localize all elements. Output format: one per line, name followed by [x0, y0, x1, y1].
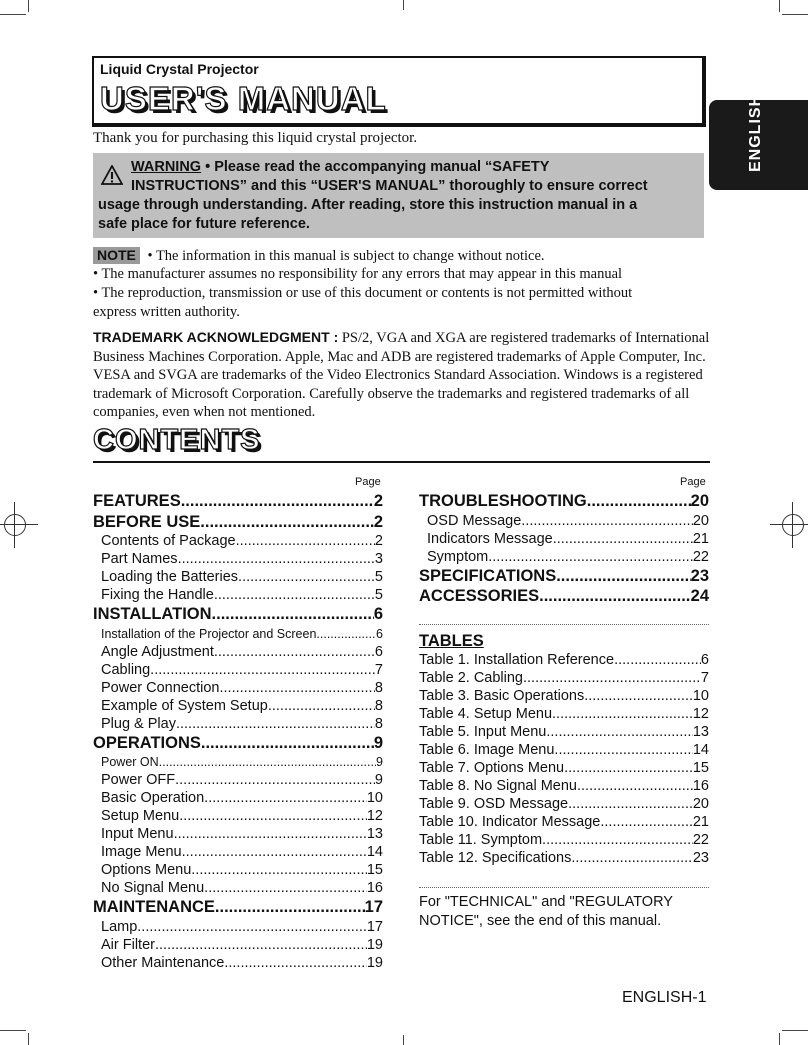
toc-entry: [101, 807, 383, 825]
toc-leader-dots: [204, 879, 367, 897]
toc-entry-label: Lamp: [101, 918, 138, 935]
toc-leader-dots: [488, 548, 693, 566]
toc-entry-page: 6: [374, 643, 383, 660]
toc-entry: [101, 697, 383, 715]
warning-triangle-icon: [101, 165, 123, 185]
toc-entry: [101, 568, 383, 586]
toc-entry-label: Table 12. Specifications: [419, 850, 572, 866]
toc-entry-label: Table 9. OSD Message: [419, 796, 569, 812]
toc-leader-dots: [179, 807, 367, 825]
toc-entry: [101, 918, 383, 936]
toc-leader-dots: [236, 532, 375, 550]
language-tab-label: ENGLISH: [747, 93, 764, 172]
toc-entry-page: 16: [692, 778, 709, 794]
toc-entry-page: 5: [374, 569, 383, 585]
dotted-separator: [419, 887, 709, 888]
toc-leader-dots: [155, 936, 367, 954]
toc-entry-page: 9: [373, 733, 383, 752]
toc-entry-label: Installation of the Projector and Screen: [101, 626, 317, 641]
toc-entry-page: 9: [376, 755, 383, 769]
toc-entry-page: 21: [692, 530, 709, 547]
toc-entry-page: 7: [374, 661, 383, 678]
toc-entry: [101, 936, 383, 954]
language-tab: [709, 93, 808, 190]
toc-entry-page: 23: [690, 566, 709, 585]
toc-leader-dots: [182, 843, 367, 861]
toc-entry-page: 23: [692, 850, 709, 866]
toc-entry-page: 22: [692, 832, 709, 848]
toc-leader-dots: [584, 687, 693, 705]
toc-entry-label: INSTALLATION: [93, 605, 212, 623]
toc-entry-page: 7: [700, 670, 709, 686]
toc-entry-label: SPECIFICATIONS: [419, 566, 557, 585]
toc-entry: [101, 679, 383, 697]
toc-entry: [427, 530, 709, 548]
toc-leader-dots: [521, 512, 693, 530]
toc-entry-label: Power Connection: [101, 679, 220, 696]
note-line: express written authority.: [93, 304, 240, 320]
toc-entry: [419, 687, 709, 705]
toc-leader-dots: [268, 697, 375, 715]
crop-mark: [403, 0, 404, 10]
document-subtitle: Liquid Crystal Projector: [100, 61, 259, 77]
toc-entry-label: Example of System Setup: [101, 697, 268, 714]
toc-leader-dots: [224, 954, 367, 972]
toc-entry: [419, 669, 709, 687]
toc-section-entry: [93, 897, 383, 917]
toc-entry: [101, 715, 383, 733]
note-line: [93, 247, 545, 265]
contents-title: CONTENTS: [93, 424, 261, 456]
toc-entry-label: Options Menu: [101, 862, 192, 878]
toc-leader-dots: [564, 759, 693, 777]
toc-entry: [427, 512, 709, 530]
toc-leader-dots: [553, 530, 693, 548]
toc-entry-label: No Signal Menu: [101, 880, 205, 896]
toc-entry-page: 2: [374, 533, 383, 549]
toc-entry-page: 2: [373, 492, 383, 510]
toc-section-entry: [93, 733, 383, 753]
toc-leader-dots: [554, 741, 692, 759]
toc-entry-page: 12: [692, 706, 709, 722]
toc-leader-dots: [542, 831, 693, 849]
toc-entry-label: Cabling: [101, 661, 151, 678]
toc-entry-page: 14: [366, 844, 383, 860]
toc-leader-dots: [316, 625, 376, 643]
note-line: • The manufacturer assumes no responsibility for any errors that may appear in this manual: [93, 266, 623, 282]
crop-mark: [782, 1030, 808, 1031]
toc-entry-label: Table 7. Options Menu: [419, 760, 565, 776]
toc-entry: [101, 550, 383, 568]
toc-leader-dots: [191, 861, 367, 879]
crop-mark: [779, 0, 780, 12]
toc-entry-page: 13: [366, 826, 383, 842]
toc-entry-label: Fixing the Handle: [101, 587, 214, 603]
footer-note-line: For "TECHNICAL" and "REGULATORY: [419, 894, 673, 910]
toc-entry-label: Power OFF: [101, 772, 176, 788]
toc-entry-label: Table 11. Symptom: [419, 832, 543, 848]
toc-entry-page: 17: [364, 898, 383, 916]
toc-leader-dots: [137, 918, 367, 936]
warning-label: WARNING: [131, 159, 202, 175]
toc-section-entry: [93, 512, 383, 532]
toc-entry-label: Part Names: [101, 551, 178, 567]
crop-mark: [28, 1033, 29, 1045]
toc-leader-dots: [175, 771, 375, 789]
toc-entry-label: Basic Operation: [101, 790, 205, 806]
toc-entry-label: ACCESSORIES: [419, 587, 540, 605]
toc-leader-dots: [159, 753, 376, 771]
warning-text: • Please read the accompanying manual “SAFETY: [201, 159, 550, 175]
toc-entry-label: MAINTENANCE: [93, 898, 215, 916]
crop-mark: [0, 14, 26, 15]
warning-box: [93, 153, 704, 238]
note-label: NOTE: [93, 247, 140, 264]
toc-entry: [427, 548, 709, 566]
toc-entry: [419, 741, 709, 759]
toc-entry: [101, 771, 383, 789]
trademark-paragraph: [93, 328, 713, 422]
toc-leader-dots: [150, 661, 375, 679]
toc-entry: [419, 831, 709, 849]
toc-entry: [419, 651, 709, 669]
toc-entry: [101, 789, 383, 807]
toc-section-entry: [419, 491, 709, 511]
toc-entry-page: 21: [692, 814, 709, 830]
crop-mark: [28, 0, 29, 12]
toc-entry-label: Indicators Message: [427, 530, 553, 547]
toc-leader-dots: [571, 849, 693, 867]
toc-entry: [419, 849, 709, 867]
crop-mark: [0, 1030, 26, 1031]
toc-entry-label: TROUBLESHOOTING: [419, 492, 587, 510]
registration-mark-right: [770, 502, 808, 548]
trademark-text: PS/2, VGA and XGA are registered trademarks of International Business Machines Corporation. Apple, Mac and ADB are registered trademarks of Apple Computer, Inc. VESA and SVGA are trademarks of the Video Electronics Standard Association. Windows is a registered trademark of Microsoft Corporation. Carefully observe the trademarks and registered trademarks of all companies, even when not mentioned.: [93, 330, 710, 420]
crop-mark: [403, 1035, 404, 1045]
toc-section-entry: [419, 586, 709, 606]
dotted-separator: [419, 624, 709, 625]
toc-entry-page: 8: [374, 697, 383, 714]
toc-section-entry: [419, 566, 709, 586]
toc-entry-page: 17: [366, 918, 383, 935]
toc-entry-label: Symptom: [427, 548, 489, 565]
toc-entry-label: Table 2. Cabling: [419, 670, 523, 686]
warning-line: safe place for future reference.: [98, 216, 310, 232]
toc-entry-page: 10: [366, 790, 383, 806]
toc-leader-dots: [215, 897, 365, 917]
toc-entry-label: Table 10. Indicator Message: [419, 814, 601, 830]
toc-entry-page: 9: [374, 772, 383, 788]
toc-entry-page: 15: [366, 862, 383, 878]
page-number: ENGLISH-1: [622, 989, 707, 1006]
toc-entry-page: 12: [366, 808, 383, 824]
toc-entry: [419, 723, 709, 741]
toc-entry: [101, 879, 383, 897]
toc-entry: [101, 861, 383, 879]
toc-entry-label: Other Maintenance: [101, 954, 225, 971]
toc-entry-label: Loading the Batteries: [101, 569, 239, 585]
toc-leader-dots: [556, 566, 690, 586]
toc-entry-label: Table 5. Input Menu: [419, 724, 547, 740]
toc-entry-page: 2: [373, 512, 383, 531]
note-line: • The reproduction, transmission or use of this document or contents is not permitted without: [93, 285, 633, 301]
document-title: USER'S MANUAL: [100, 80, 387, 117]
toc-entry-label: Table 8. No Signal Menu: [419, 778, 577, 794]
toc-leader-dots: [523, 669, 701, 687]
crop-mark: [779, 1033, 780, 1045]
toc-leader-dots: [238, 568, 375, 586]
toc-entry-label: Air Filter: [101, 936, 155, 953]
toc-entry-page: 20: [692, 796, 709, 812]
toc-entry-label: Table 3. Basic Operations: [419, 688, 585, 704]
toc-entry-page: 20: [692, 512, 709, 529]
toc-entry-page: 14: [692, 742, 709, 758]
toc-entry-page: 3: [374, 551, 383, 567]
toc-leader-dots: [214, 586, 375, 604]
toc-entry-page: 24: [690, 587, 709, 605]
toc-leader-dots: [552, 705, 693, 723]
toc-leader-dots: [204, 789, 367, 807]
toc-leader-dots: [600, 813, 693, 831]
toc-entry-page: 5: [374, 587, 383, 603]
toc-entry-page: 10: [692, 688, 709, 704]
toc-entry-page: 19: [366, 936, 383, 953]
toc-entry: [101, 643, 383, 661]
toc-entry-label: Image Menu: [101, 844, 182, 860]
footer-note: [419, 893, 673, 931]
toc-entry-label: Contents of Package: [101, 533, 236, 549]
contents-rule: [93, 461, 710, 463]
toc-section-entry: [93, 491, 383, 511]
note-text: • The information in this manual is subject to change without notice.: [143, 248, 545, 264]
toc-entry: [101, 843, 383, 861]
toc-leader-dots: [212, 604, 374, 624]
toc-entry-page: 13: [692, 724, 709, 740]
warning-line: [131, 159, 549, 175]
toc-entry-page: 8: [374, 715, 383, 732]
toc-leader-dots: [577, 777, 693, 795]
toc-leader-dots: [176, 715, 375, 733]
toc-entry: [419, 795, 709, 813]
toc-entry-page: 16: [366, 880, 383, 896]
toc-entry: [101, 661, 383, 679]
toc-entry-page: 6: [700, 652, 709, 668]
toc-entry-label: Table 4. Setup Menu: [419, 706, 553, 722]
page-column-header: Page: [355, 476, 381, 488]
toc-entry-label: Table 1. Installation Reference: [419, 652, 615, 668]
toc-leader-dots: [614, 651, 701, 669]
toc-entry-page: 19: [366, 954, 383, 971]
toc-entry-label: Plug & Play: [101, 715, 176, 732]
toc-entry: [101, 625, 383, 643]
toc-entry-label: OPERATIONS: [93, 733, 201, 752]
toc-entry-label: Power ON: [101, 755, 159, 769]
footer-note-line: NOTICE", see the end of this manual.: [419, 913, 662, 929]
title-box: [92, 56, 706, 127]
toc-entry-label: Table 6. Image Menu: [419, 742, 555, 758]
toc-leader-dots: [587, 491, 691, 511]
toc-entry: [419, 759, 709, 777]
toc-entry: [419, 813, 709, 831]
toc-leader-dots: [214, 643, 375, 661]
toc-leader-dots: [220, 679, 375, 697]
toc-leader-dots: [178, 550, 375, 568]
toc-section-entry: [93, 604, 383, 624]
warning-line: usage through understanding. After reading, store this instruction manual in a: [98, 197, 638, 213]
crop-mark: [782, 14, 808, 15]
toc-entry: [419, 777, 709, 795]
toc-entry: [101, 586, 383, 604]
toc-leader-dots: [539, 586, 691, 606]
toc-entry-label: FEATURES: [93, 492, 181, 510]
toc-entry-label: Setup Menu: [101, 808, 180, 824]
toc-entry: [101, 753, 383, 771]
toc-leader-dots: [174, 825, 367, 843]
toc-entry: [419, 705, 709, 723]
toc-entry-page: 8: [374, 679, 383, 696]
warning-line: INSTRUCTIONS” and this “USER'S MANUAL” thoroughly to ensure correct: [131, 178, 648, 194]
trademark-label: TRADEMARK ACKNOWLEDGMENT :: [93, 329, 339, 345]
toc-leader-dots: [568, 795, 693, 813]
toc-entry: [101, 825, 383, 843]
toc-entry-page: 22: [692, 548, 709, 565]
toc-entry-page: 6: [376, 626, 383, 641]
toc-leader-dots: [200, 512, 374, 532]
thank-you-text: Thank you for purchasing this liquid crystal projector.: [93, 130, 418, 146]
toc-entry: [101, 954, 383, 972]
toc-entry-label: Input Menu: [101, 826, 174, 842]
toc-leader-dots: [201, 733, 374, 753]
toc-entry-label: OSD Message: [427, 512, 522, 529]
toc-leader-dots: [546, 723, 692, 741]
toc-entry-page: 6: [373, 605, 383, 623]
page-column-header: Page: [680, 476, 706, 488]
toc-entry-page: 20: [690, 492, 709, 510]
toc-entry: [101, 532, 383, 550]
toc-entry-label: Angle Adjustment: [101, 643, 214, 660]
toc-entry-page: 15: [692, 760, 709, 776]
tables-heading: TABLES: [419, 632, 484, 650]
registration-mark-left: [0, 502, 38, 548]
toc-leader-dots: [181, 491, 374, 511]
toc-entry-label: BEFORE USE: [93, 512, 201, 531]
